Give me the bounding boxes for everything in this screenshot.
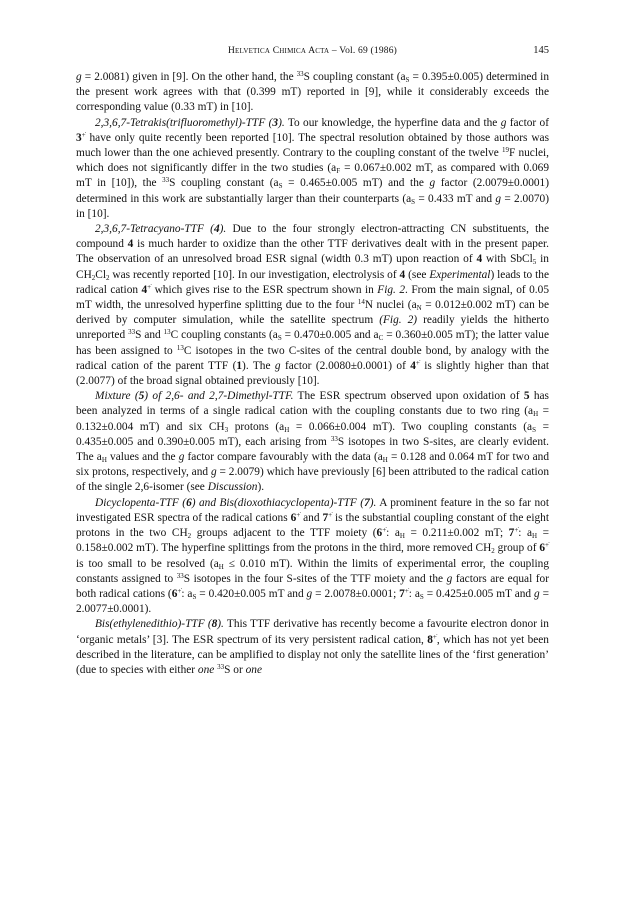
- paragraph-heading: 2,3,6,7-Tetracyano-TTF: [95, 223, 204, 236]
- paragraph-compound-3: [76, 116, 549, 222]
- paragraph-body: To our knowledge, the hyperfine data and the g factor of 3+̇ have only quite recently been reported [10]. The spectral resolution obtained by those authors was much lower than the one achieved presently. Contrary to the coupling constant of the twelve $^{19}$F nuclei, which does not significantly differ in the two studies ($a_F = 0.067\pm 0.002$ mT, as compared with 0.069 mT in [10]), the $^{33}$S coupling constant ($a_S = 0.465\pm 0.005$ mT) and the g factor (2.0079±0.0001) determined in this work are substantially larger than their counterparts ($a_S = 0.433$ mT and g = 2.0070) in [10].: [76, 116, 550, 220]
- paragraph-heading: 2,3,6,7-Tetrakis(trifluoromethyl)-TTF: [95, 116, 266, 129]
- paragraph-body: Due to the four strongly electron-attracting CN substituents, the compound 4 is much harder to oxidize than the other TTF derivatives dealt with in the present paper. The observation of an unresolved broad ESR signal (width 0.3 mT) upon reaction of 4 with SbCl$_5$ in $CH_2Cl_2$ was recently reported [10]. In our investigation, electrolysis of 4 (see Experimental) leads to the radical cation 4+̇ which gives rise to the ESR spectrum shown in Fig. 2. From the main signal, of 0.05 mT width, the unresolved hyperfine splitting due to the four $^{14}$N nuclei ($a_N = 0.012\pm 0.002$ mT) can be derived by computer simulation, while the satellite spectrum (Fig. 2) readily yields the hitherto unreported $^{33}$S and $^{13}$C coupling constants ($a_S = 0.470\pm 0.005$ and $a_C = 0.360\pm 0.005$ mT); the latter value has been assigned to $^{13}$C isotopes in the two C-sites of the central double bond, by analogy with the radical cation of the parent TTF (1). The g factor (2.0080±0.0001) of 4+̇ is slightly higher than that (2.0077) of the broad signal obtained previously [10].: [76, 223, 550, 388]
- page-number: 145: [533, 45, 549, 56]
- paragraph-body: A prominent feature in the so far not investigated ESR spectra of the radical cations 6+̇ and 7+̇ is the substantial coupling constant of the eight protons in the two $CH_2$ groups adjacent to the TTF moiety (6+̇: $a_H = 0.211\pm 0.002$ mT; 7+̇: $a_H = 0.158\pm 0.002$ mT). The hyperfine splittings from the protons in the third, more removed $CH_2$ group of 6+̇ is too small to be resolved ($a_H \le 0.010$ mT). Within the limits of experimental error, the coupling constants assigned to $^{33}$S isotopes in the four S-sites of the TTF moiety and the g factors are equal for both radical cations (6+̇: $a_S = 0.420\pm 0.005$ mT and g = 2.0078±0.0001; 7+̇: $a_S = 0.425\pm 0.005$ mT and g = 2.0077±0.0001).: [76, 496, 549, 616]
- paragraph-heading: Bis(ethylenedithio)-TTF: [95, 618, 205, 631]
- paragraph-compounds-6-7: [76, 496, 549, 618]
- paragraph-continuation: [76, 70, 549, 116]
- paragraph-compound-4: [76, 222, 549, 389]
- paragraph-heading-suffix: (8).: [204, 618, 224, 631]
- paragraph-heading-suffix: (3).: [265, 116, 285, 129]
- paragraph-body: The ESR spectrum observed upon oxidation of 5 has been analyzed in terms of a single radical cation with the coupling constants due to two ring ($a_H = 0.132\pm 0.004$ mT) and six $CH_3$ protons ($a_H = 0.066\pm 0.004$ mT). Two coupling constants ($a_S = 0.435\pm 0.005$ and 0.390±0.005 mT), each arising from $^{33}$S isotopes in two S-sites, are clearly evident. The $a_H$ values and the g factor compare favourably with the data ($a_H = 0.128$ and 0.064 mT for two and six protons, respectively, and g = 2.0079) which have previously [6] been attributed to the radical cation of the single 2,6-isomer (see Discussion).: [76, 390, 550, 494]
- paragraph-heading: Mixture: [95, 390, 131, 403]
- paragraph-compound-5: [76, 389, 549, 495]
- paragraph-body: g = 2.0081) given in [9]. On the other hand, the $^{33}$S coupling constant $(a_S = 0.395\pm 0.005)$ determined in the present work agrees with that (0.399 mT) reported in [9], while it considerably exceeds the corresponding value (0.33 mT) in [10].: [76, 70, 549, 114]
- body-text: [76, 70, 549, 678]
- running-header: [76, 44, 549, 60]
- journal-name: Helvetica Chimica Acta: [227, 46, 330, 56]
- paragraph-heading-suffix: (6) and Bis(dioxothiacyclopenta)-TTF (7).: [178, 496, 377, 509]
- paragraph-body: This TTF derivative has recently become a favourite electron donor in ‘organic metals’ [3]. The ESR spectrum of its very persistent radical cation, 8+̇, which has not yet been described in the literature, can be amplified to display not only the satellite lines of the ‘first generation’ (due to species with either one $^{33}$S or one: [76, 618, 549, 676]
- paragraph-compound-8: [76, 617, 549, 678]
- header-separator: –: [331, 46, 340, 56]
- journal-volume: Vol. 69 (1986): [339, 46, 398, 56]
- paragraph-heading-suffix: (4).: [203, 223, 227, 236]
- paragraph-heading: Dicyclopenta-TTF: [95, 496, 179, 509]
- paragraph-heading-suffix: (5) of 2,6- and 2,7-Dimethyl-TTF.: [130, 390, 294, 403]
